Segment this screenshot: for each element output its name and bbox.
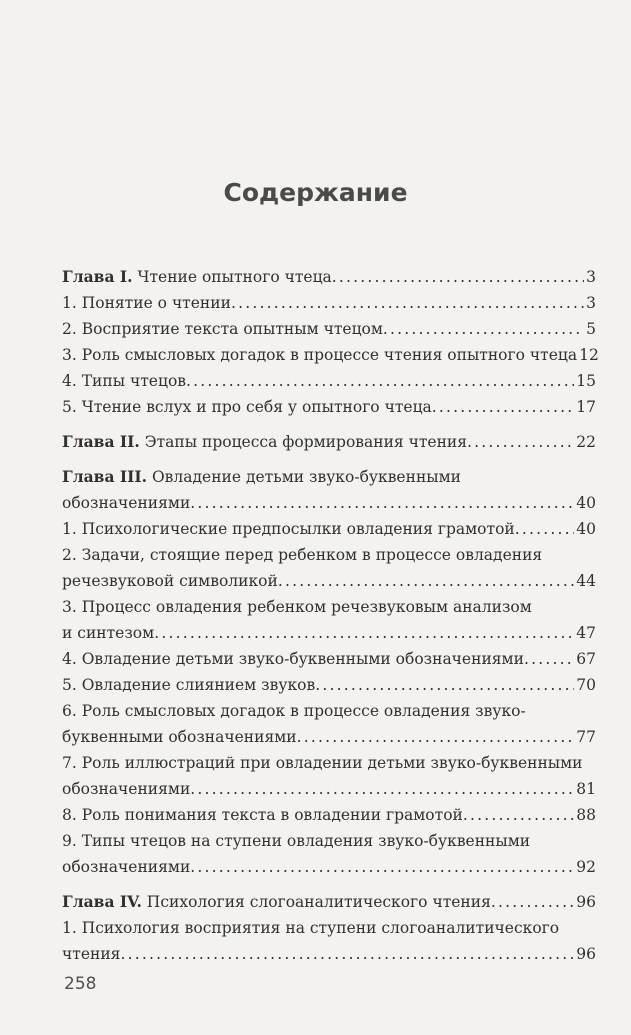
page-ref: 3	[586, 294, 596, 312]
table-of-contents	[62, 264, 599, 976]
toc-entry	[62, 802, 596, 828]
toc-entry-continuation	[62, 568, 596, 594]
entry-title: обозначениями	[62, 858, 191, 876]
entry-title: 4. Овладение детьми звуко-буквенными обозначениями	[62, 650, 524, 668]
page-ref: 40	[576, 494, 596, 512]
toc-entry	[62, 290, 596, 316]
toc-entry	[62, 672, 596, 698]
chapter-label: Глава III.	[62, 467, 148, 486]
chapter-label: Глава I.	[62, 267, 133, 286]
toc-entry	[62, 316, 596, 342]
page-ref: 12	[579, 346, 599, 364]
page-ref: 22	[576, 433, 596, 451]
page-ref: 17	[576, 398, 596, 416]
toc-entry-continuation	[62, 724, 596, 750]
chapter-3-group	[62, 464, 596, 880]
entry-title: 5. Чтение вслух и про себя у опытного чтеца	[62, 398, 432, 416]
toc-entry-continuation	[62, 776, 596, 802]
toc-entry	[62, 915, 596, 941]
page-ref: 47	[576, 624, 596, 642]
toc-entry	[62, 516, 596, 542]
page-ref: 5	[586, 320, 596, 338]
entry-title: 4. Типы чтецов	[62, 372, 186, 390]
toc-entry-continuation	[62, 620, 596, 646]
page-ref: 77	[576, 728, 596, 746]
entry-title: 6. Роль смысловых догадок в процессе овладения звуко-	[62, 702, 526, 720]
toc-entry	[62, 542, 596, 568]
toc-entry	[62, 394, 596, 420]
entry-title: 5. Овладение слиянием звуков	[62, 676, 316, 694]
entry-title: 8. Роль понимания текста в овладении грамотой	[62, 806, 463, 824]
page-ref: 88	[576, 806, 596, 824]
toc-entry-chapter-3	[62, 464, 596, 490]
chapter-4-group	[62, 889, 596, 967]
chapter-2-group	[62, 429, 596, 455]
chapter-title: Этапы процесса формирования чтения	[144, 433, 468, 451]
entry-title: 2. Задачи, стоящие перед ребенком в процессе овладения	[62, 546, 543, 564]
chapter-label: Глава IV.	[62, 892, 142, 911]
entry-title: 7. Роль иллюстраций при овладении детьми звуко-буквенными	[62, 754, 583, 772]
page-ref: 96	[576, 945, 596, 963]
page-ref: 81	[576, 780, 596, 798]
toc-entry	[62, 594, 596, 620]
entry-title: 3. Роль смысловых догадок в процессе чтения опытного чтеца	[62, 346, 578, 364]
toc-entry-continuation	[62, 854, 596, 880]
chapter-1-group	[62, 264, 599, 420]
toc-entry	[62, 646, 596, 672]
entry-title: 1. Психологические предпосылки овладения грамотой	[62, 520, 515, 538]
page-ref: 40	[576, 520, 596, 538]
entry-title: буквенными обозначениями	[62, 728, 297, 746]
entry-title: 3. Процесс овладения ребенком речезвуковым анализом	[62, 598, 532, 616]
page-ref: 44	[576, 572, 596, 590]
chapter-title: Чтение опытного чтеца	[137, 268, 332, 286]
page-ref: 3	[586, 268, 596, 286]
entry-title: и синтезом	[62, 624, 155, 642]
entry-title: 2. Восприятие текста опытным чтецом	[62, 320, 383, 338]
chapter-title: Психология слогоаналитического чтения	[146, 893, 491, 911]
toc-entry	[62, 368, 596, 394]
toc-entry	[62, 750, 596, 776]
toc-entry-continuation	[62, 941, 596, 967]
toc-entry-chapter-1	[62, 264, 596, 290]
entry-title: речезвуковой символикой	[62, 572, 278, 590]
toc-entry	[62, 828, 596, 854]
entry-title: чтения	[62, 945, 121, 963]
entry-title: обозначениями	[62, 494, 191, 512]
page-number: 258	[64, 974, 97, 994]
page-ref: 70	[576, 676, 596, 694]
toc-entry-chapter-2	[62, 429, 596, 455]
page-ref: 67	[576, 650, 596, 668]
page-title: Содержание	[223, 178, 408, 207]
chapter-label: Глава II.	[62, 432, 140, 451]
entry-title: 1. Понятие о чтении	[62, 294, 231, 312]
toc-entry-chapter-4	[62, 889, 596, 915]
toc-entry	[62, 698, 596, 724]
page-ref: 92	[576, 858, 596, 876]
entry-title: 9. Типы чтецов на ступени овладения звуко-буквенными	[62, 832, 531, 850]
page-ref: 15	[576, 372, 596, 390]
entry-title: обозначениями	[62, 780, 191, 798]
toc-entry	[62, 342, 599, 368]
entry-title: 1. Психология восприятия на ступени слогоаналитического	[62, 919, 560, 937]
page-ref: 96	[576, 893, 596, 911]
chapter-title: Овладение детьми звуко-буквенными	[151, 468, 461, 486]
toc-entry-continuation	[62, 490, 596, 516]
